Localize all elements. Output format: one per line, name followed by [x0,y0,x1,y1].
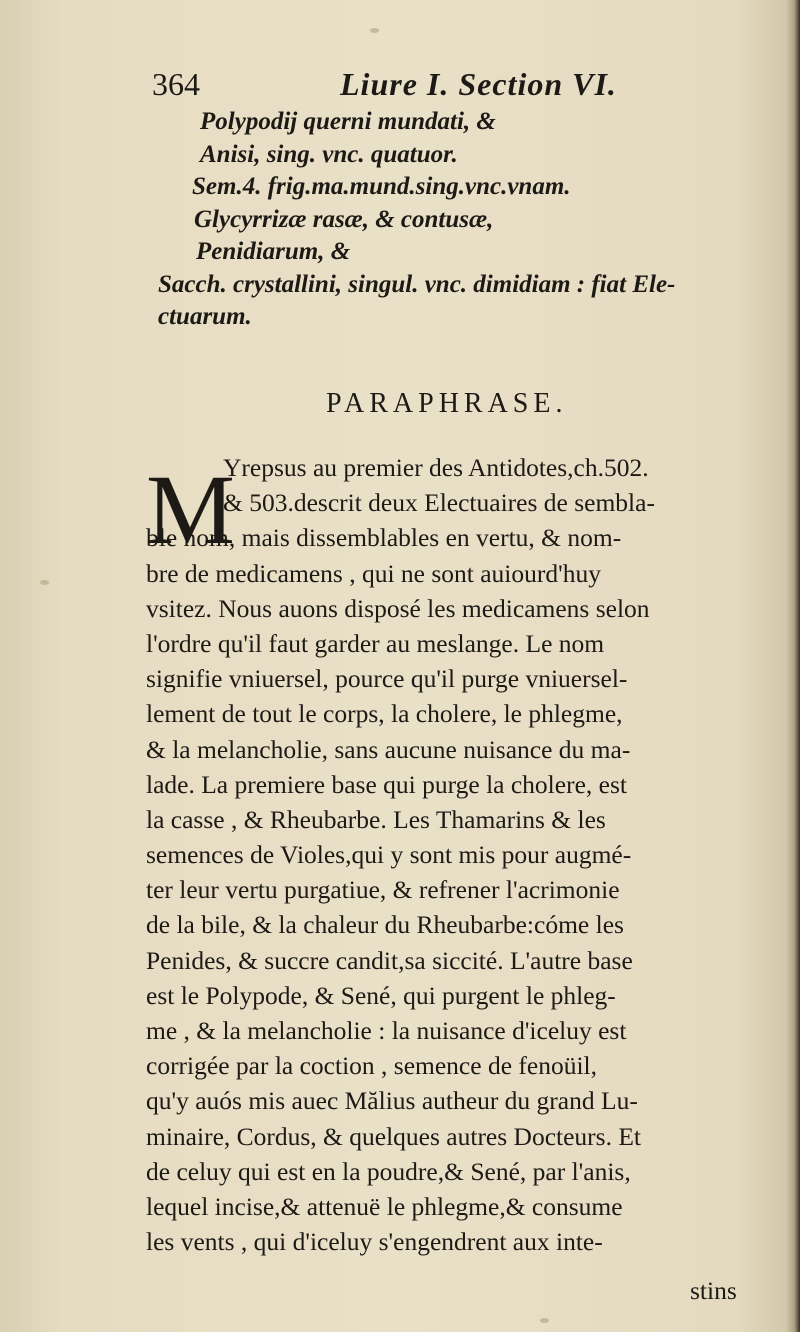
recipe-line: Anisi, sing. vnc. quatuor. [200,140,458,168]
text-line: semences de Violes,qui y sont mis pour augmé- [146,840,632,870]
running-head: Liure I. Section VI. [340,66,617,102]
text-line: ble nom, mais dissemblables en vertu, & nom- [146,523,622,553]
text-line: de la bile, & la chaleur du Rheubarbe:cóme les [146,910,624,940]
drop-cap: M [146,454,235,565]
text-line: est le Polypode, & Sené, qui purgent le phleg- [146,980,616,1010]
recipe-line: Penidiarum, & [196,238,351,265]
body-text [146,450,766,1259]
ink-smudge [540,1318,549,1323]
page-edge-shadow [786,0,800,1332]
text-line: bre de medicamens , qui ne sont auiourd'huy [146,558,601,588]
text-line: l'ordre qu'il faut garder au meslange. Le nom [146,628,605,658]
text-line: vsitez. Nous auons disposé les medicamens selon [146,593,650,623]
text-line: ter leur vertu purgatiue, & refrener l'acrimonie [146,875,620,905]
page-number: 364 [152,66,200,102]
text-line: signifie vniuersel, pource qu'il purge vniuersel- [146,664,628,694]
text-line: lement de tout le corps, la cholere, le phlegme, [146,699,623,729]
ink-smudge [370,28,379,33]
recipe-line: Glycyrrizæ rasæ, & contusæ, [194,205,494,233]
recipe-line: Sacch. crystallini, singul. vnc. dimidiam : fiat Ele- [158,270,676,298]
text-line: Yrepsus au premier des Antidotes,ch.502. [223,453,649,482]
recipe-block [150,106,770,334]
text-line: les vents , qui d'iceluy s'engendrent aux inte- [146,1227,603,1257]
recipe-line: Sem.4. frig.ma.mund.sing.vnc.vnam. [192,173,571,200]
text-line: lade. La premiere base qui purge la cholere, est [146,769,627,799]
catchword: stins [690,1276,737,1305]
text-line: & 503.descrit deux Electuaires de sembla- [223,488,655,518]
text-line: la casse , & Rheubarbe. Les Thamarins & les [146,804,606,834]
text-line: corrigée par la coction , semence de fenoüil, [146,1051,597,1081]
text-line: lequel incise,& attenuë le phlegme,& consume [146,1191,623,1221]
text-line: de celuy qui est en la poudre,& Sené, par l'anis, [146,1156,631,1186]
text-line: & la melancholie, sans aucune nuisance du ma- [146,734,631,764]
text-line: minaire, Cordus, & quelques autres Docteurs. Et [146,1121,642,1151]
text-line: qu'y auós mis auec Mălius autheur du grand Lu- [146,1086,638,1116]
section-heading: PARAPHRASE. [326,388,568,419]
recipe-line: Polypodij querni mundati, & [200,108,496,135]
text-line: Penides, & succre candit,sa siccité. L'autre base [146,945,633,975]
ink-smudge [40,580,49,585]
page-header [152,66,632,106]
recipe-line: ctuarum. [158,303,252,330]
text-line: me , & la melancholie : la nuisance d'iceluy est [146,1016,627,1045]
